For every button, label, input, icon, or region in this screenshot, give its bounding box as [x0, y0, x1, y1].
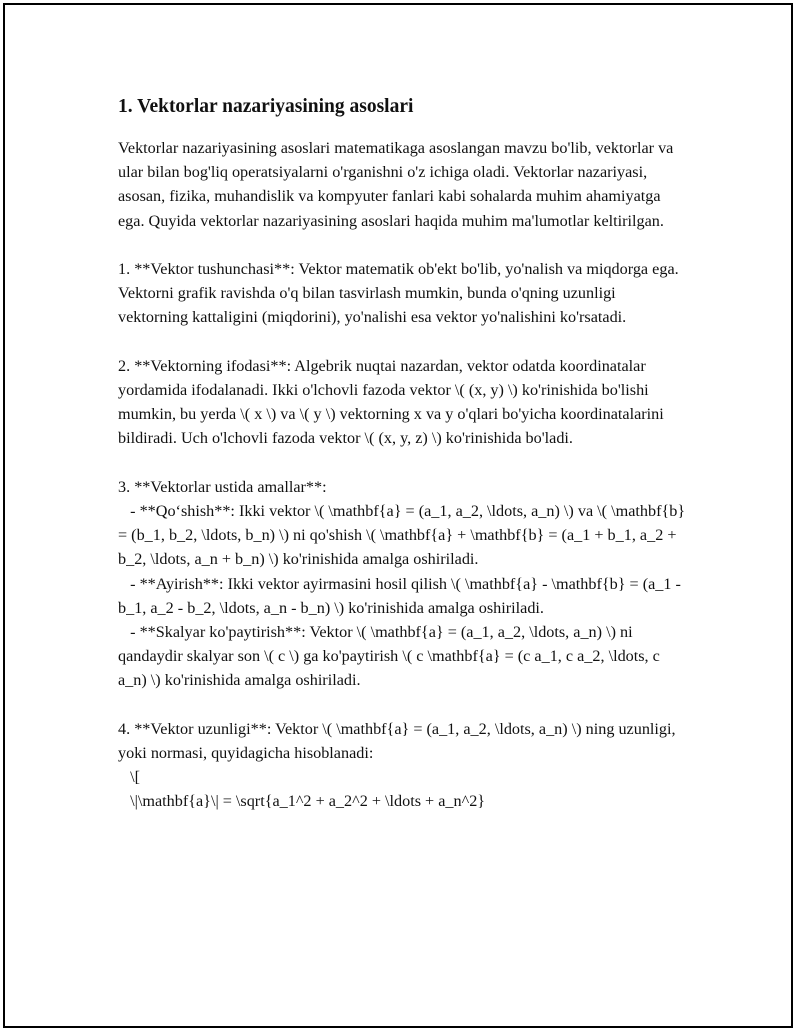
- item-vector-concept: 1. **Vektor tushunchasi**: Vektor matematik ob'ekt bo'lib, yo'nalish va miqdorga ega. Vektorni grafik ravishda o'q bilan tasvirlash mumkin, bunda o'qning uzunligi vektorning kattaligini (miqdorini), yo'nalishi esa vektor yo'nalishini ko'rsatadi.: [118, 260, 683, 327]
- paragraph-gap: [118, 451, 688, 475]
- document-body: [118, 94, 688, 814]
- item-vector-length: 4. **Vektor uzunligi**: Vektor \( \mathbf{a} = (a_1, a_2, \ldots, a_n) \) ning uzunligi, yoki normasi, quyidagicha hisoblanadi:: [118, 719, 680, 763]
- formula-open: \[: [118, 768, 141, 787]
- item-operations-title: 3. **Vektorlar ustida amallar**:: [118, 477, 327, 496]
- formula-norm: \|\mathbf{a}\| = \sqrt{a_1^2 + a_2^2 + \ldots + a_n^2}: [118, 792, 486, 811]
- item-operations-scalar: - **Skalyar ko'paytirish**: Vektor \( \mathbf{a} = (a_1, a_2, \ldots, a_n) \) ni qandaydir skalyar son \( c \) ga ko'paytirish \( c \mathbf{a} = (c a_1, c a_2, \ldots, c a_n) \) ko'rinishida amalga oshiriladi.: [118, 623, 664, 690]
- paragraph-gap: [118, 233, 688, 257]
- item-operations-addition: - **Qo‘shish**: Ikki vektor \( \mathbf{a} = (a_1, a_2, \ldots, a_n) \) va \( \mathbf{b} = (b_1, b_2, \ldots, b_n) \) ni qo'shish \( \mathbf{a} + \mathbf{b} = (a_1 + b_1, a_2 + b_2, \ldots, a_n + b_n) \) ko'rinishida amalga oshiriladi.: [118, 502, 690, 569]
- section-heading: 1. Vektorlar nazariyasining asoslari: [118, 96, 414, 117]
- item-operations-subtraction: - **Ayirish**: Ikki vektor ayirmasini hosil qilish \( \mathbf{a} - \mathbf{b} = (a_1 - b_1, a_2 - b_2, \ldots, a_n - b_n) \) ko'rinishida amalga oshiriladi.: [118, 574, 685, 617]
- item-vector-expression: 2. **Vektorning ifodasi**: Algebrik nuqtai nazardan, vektor odatda koordinatalar yordamida ifodalanadi. Ikki o'lchovli fazoda vektor \( (x, y) \) ko'rinishida bo'lishi mumkin, bu yerda \( x \) va \( y \) vektorning x va y o'qlari bo'yicha koordinatalarini bildiradi. Uch o'lchovli fazoda vektor \( (x, y, z) \) ko'rinishida bo'ladi.: [118, 356, 668, 448]
- intro-paragraph: Vektorlar nazariyasining asoslari matematikaga asoslangan mavzu bo'lib, vektorlar va ular bilan bog'liq operatsiyalarni o'rganishni o'z ichiga oladi. Vektorlar nazariyasi, asosan, fizika, muhandislik va kompyuter fanlari kabi sohalarda muhim ahamiyatga ega. Quyida vektorlar nazariyasining asoslari haqida muhim ma'lumotlar keltirilgan.: [118, 139, 678, 230]
- paragraph-gap: [118, 330, 688, 354]
- paragraph-gap: [118, 693, 688, 717]
